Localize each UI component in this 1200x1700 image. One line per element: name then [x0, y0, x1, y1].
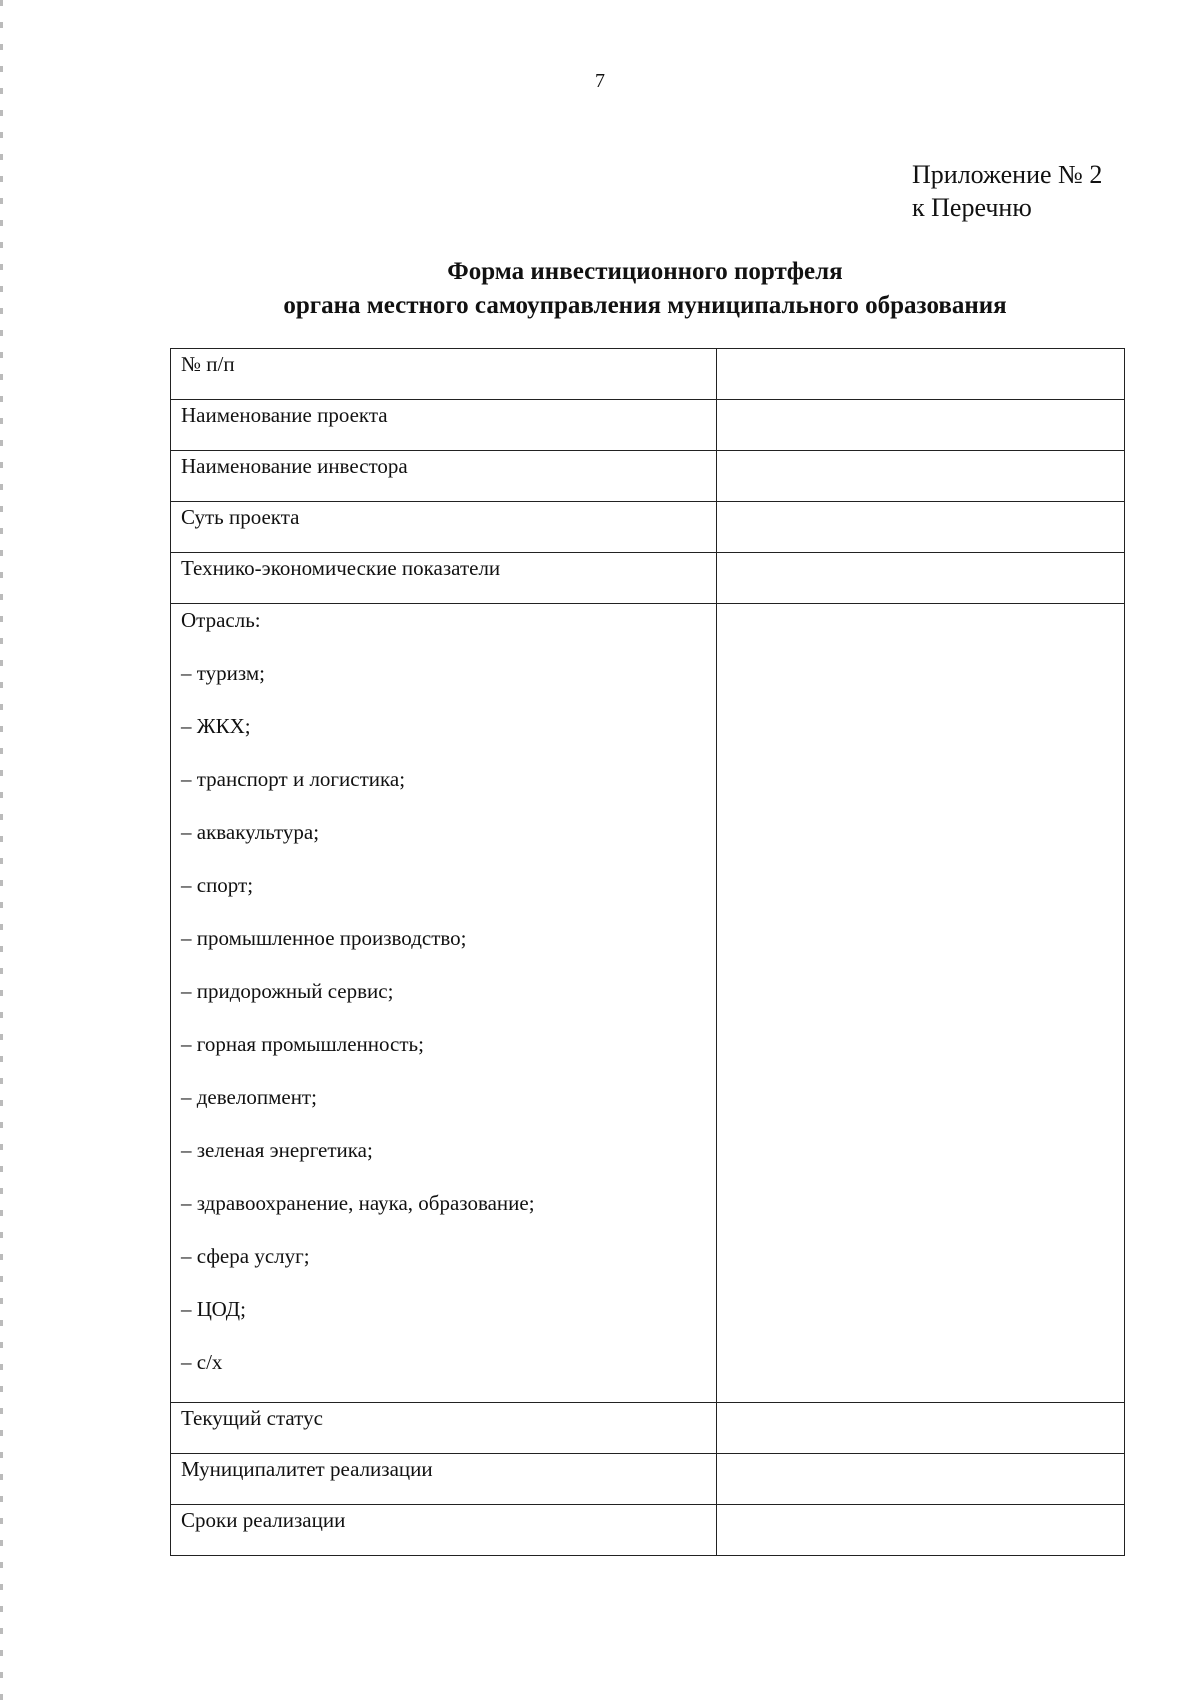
- form-title-line-2: органа местного самоуправления муниципального образования: [283, 292, 1007, 319]
- table-row: [171, 349, 1125, 400]
- sector-item: – промышленное производство;: [181, 926, 467, 950]
- sector-item: – сфера услуг;: [181, 1244, 310, 1268]
- sector-item: – ЦОД;: [181, 1297, 246, 1321]
- row-value-number: [716, 349, 1124, 400]
- row-value-municipality: [716, 1454, 1124, 1505]
- row-label-technical-indicators: Технико-экономические показатели: [171, 553, 717, 604]
- appendix-number: Приложение № 2: [912, 160, 1103, 189]
- table-row: [171, 1454, 1125, 1505]
- row-value-current-status: [716, 1403, 1124, 1454]
- table-row: [171, 1403, 1125, 1454]
- table-row: [171, 502, 1125, 553]
- appendix-reference: к Перечню: [912, 193, 1032, 222]
- row-value-project-essence: [716, 502, 1124, 553]
- row-value-project-name: [716, 400, 1124, 451]
- row-value-investor-name: [716, 451, 1124, 502]
- sector-item: – девелопмент;: [181, 1085, 317, 1109]
- sector-item: – ЖКХ;: [181, 714, 251, 738]
- table-row-sector: [171, 604, 1125, 1403]
- investment-portfolio-table: [170, 348, 1125, 1556]
- row-label-sector: [171, 604, 717, 1403]
- sector-item: – аквакультура;: [181, 820, 320, 844]
- row-value-sector: [716, 604, 1124, 1403]
- row-label-project-name: Наименование проекта: [171, 400, 717, 451]
- table-row: [171, 1505, 1125, 1556]
- sector-item: – придорожный сервис;: [181, 979, 394, 1003]
- form-title: [0, 255, 1200, 323]
- table-row: [171, 451, 1125, 502]
- sector-item: – туризм;: [181, 661, 266, 685]
- sector-heading: Отрасль:: [181, 608, 261, 632]
- table-row: [171, 553, 1125, 604]
- sector-item: – транспорт и логистика;: [181, 767, 406, 791]
- row-label-number: № п/п: [171, 349, 717, 400]
- row-value-technical-indicators: [716, 553, 1124, 604]
- row-label-investor-name: Наименование инвестора: [171, 451, 717, 502]
- row-label-project-essence: Суть проекта: [171, 502, 717, 553]
- sector-item: – с/х: [181, 1350, 223, 1374]
- appendix-note: [912, 158, 1102, 224]
- sector-item: – зеленая энергетика;: [181, 1138, 373, 1162]
- row-label-current-status: Текущий статус: [171, 1403, 717, 1454]
- form-title-line-1: Форма инвестиционного портфеля: [447, 258, 843, 285]
- sector-item: – горная промышленность;: [181, 1032, 424, 1056]
- row-label-municipality: Муниципалитет реализации: [171, 1454, 717, 1505]
- table-row: [171, 400, 1125, 451]
- page-number: 7: [595, 70, 605, 92]
- sector-item: – здравоохранение, наука, образование;: [181, 1191, 535, 1215]
- row-label-timeline: Сроки реализации: [171, 1505, 717, 1556]
- sector-item: – спорт;: [181, 873, 254, 897]
- row-value-timeline: [716, 1505, 1124, 1556]
